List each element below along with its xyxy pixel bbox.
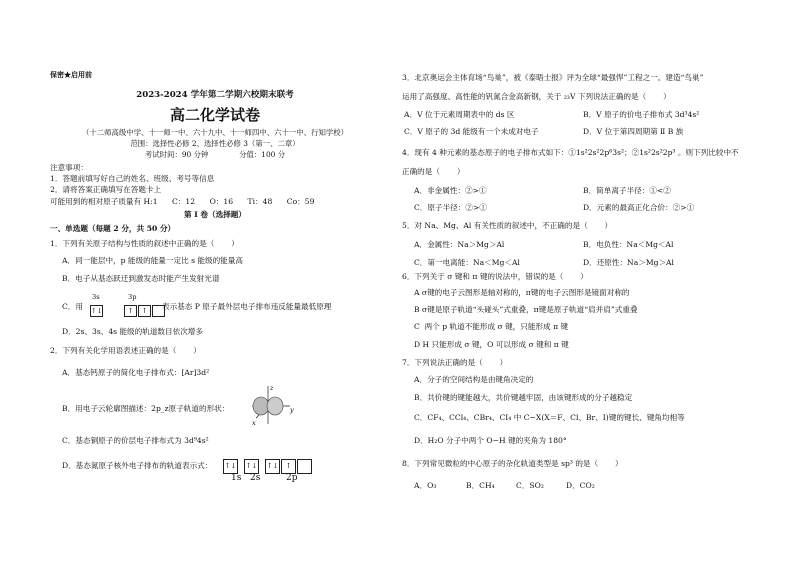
atomic-masses: 可能用到的相对原子质量有 H:1 C：12 O：16 Ti：48 Co：59 (50, 197, 315, 206)
q1-stem: 1．下列有关原子结构与性质的叙述中正确的是（ ） (50, 239, 239, 248)
time-score-line (50, 149, 380, 160)
q3-option-c: C．V 原子的 3d 能级有一个未成对电子 (404, 127, 539, 136)
secret-label: 保密★启用前 (50, 70, 92, 79)
q7-option-d: D．H₂O 分子中两个 O−H 键的夹角为 180° (414, 436, 567, 445)
q7-stem: 7．下列说法正确的是（ ） (402, 358, 508, 367)
part-title: 第 I 卷（选择题） (184, 210, 246, 219)
orbital-label-2p: 2p (286, 473, 298, 483)
note-item: 2．请将答案正确填写在答题卡上 (50, 185, 162, 194)
q3-stem-line2: 运用了高强度、高性能的钒氮合金高新钢，关于 ₂₃V 下列说法正确的是（ ） (402, 92, 671, 101)
orbital-box: ↑ (124, 305, 137, 317)
q5-option-d: D．还原性：Na＞Mg＞Al (583, 258, 674, 267)
orbital-label-2s: 2s (250, 473, 261, 483)
q2-option-b: B．用电子云轮廓图描述：2p_z原子轨道的形状： (62, 404, 230, 413)
q4-option-d: D．元素的最高正化合价：②>① (583, 203, 695, 212)
q8-stem: 8．下列常见微粒的中心原子的杂化轨道类型是 sp³ 的是（ ） (402, 459, 623, 468)
exam-score: 分值：100 分 (239, 150, 286, 159)
orbital-box: ↑↓ (91, 306, 103, 315)
orbital-box (297, 459, 312, 474)
q7-option-a: A．分子的空间结构是由键角决定的 (414, 375, 534, 384)
orbital-3p-label: 3p (128, 293, 137, 301)
q5-stem: 5．对 Na、Mg、Al 有关性质的叙述中，不正确的是（ ） (402, 221, 613, 230)
q4-stem-line1: 4．现有 4 种元素的基态原子的电子排布式如下：①1s²2s²2p⁶3s²；②1s²2s²2p³ 。则下列比较中不 (402, 148, 739, 157)
q3-option-b: B．V 原子的价电子排布式 3d³4s² (583, 110, 700, 119)
note-item: 1．答题前填写好自己的姓名、班级、考号等信息 (50, 174, 215, 183)
page-title: 高二化学试卷 (169, 106, 260, 124)
q7-option-c: C．CF₄、CCl₄、CBr₄、CI₄ 中 C−X(X＝F、Cl、Br、I)键的键长、键角均相等 (414, 413, 685, 422)
q8-option-a: A．O₃ (414, 481, 437, 490)
q1-option-d: D．2s、3s、4s 能级的轨道数目依次增多 (62, 327, 203, 336)
scope-line: 范围：选择性必修 2、选择性必修 3（第一、二章） (130, 139, 300, 148)
q4-option-b: B．简单离子半径：①<② (583, 186, 671, 195)
orbital-box: ↑ (281, 459, 296, 474)
q1-option-c-prefix: C．用 (62, 302, 83, 311)
q2-stem: 2．下列有关化学用语表述正确的是（ ） (50, 346, 201, 355)
year-title: 2023-2024 学年第二学期六校期末联考 (136, 90, 294, 100)
q2-option-d-prefix: D．基态氮原子核外电子排布的轨道表示式： (62, 461, 213, 470)
axis-y-label: y (290, 406, 294, 414)
q6-option-b: B σ键是原子轨道“头碰头”式重叠，π键是原子轨道“肩并肩”式重叠 (414, 305, 638, 314)
axis-z-label: z (270, 384, 274, 392)
q6-option-a: A σ键的电子云图形是轴对称的，π键的电子云图形是镜面对称的 (414, 288, 630, 297)
q3-stem-line1: 3．北京奥运会主体育场“鸟巢”，被《泰晤士报》评为全球“最强悍”工程之一。建造“鸟巢” (402, 73, 704, 82)
orbital-3s-label: 3s (92, 293, 100, 301)
orbital-box: ↑ (138, 305, 151, 317)
q1-orbital-diagram (90, 300, 166, 319)
q7-option-b: B．共价键的键能越大，共价键越牢固，由该键形成的分子越稳定 (414, 393, 633, 402)
q1-option-a: A．同一能层中，p 能级的能量一定比 s 能级的能量高 (62, 256, 243, 265)
q2-option-a: A．基态钙原子的简化电子排布式：[Ar]3d² (62, 368, 210, 377)
q6-stem: 6．下列关于 σ 键和 π 键的说法中，错误的是（ ） (402, 272, 588, 281)
q3-option-d: D．V 位于第四周期第 Ⅱ B 族 (583, 127, 684, 136)
q1-option-b: B．电子从基态跃迁到激发态时能产生发射光谱 (62, 274, 220, 283)
orbital-lobe (267, 397, 283, 415)
q5-option-a: A．金属性：Na＞Mg＞Al (414, 240, 505, 249)
orbital-box: ↑↓ (244, 459, 259, 474)
orbital-label-1s: 1s (231, 473, 242, 483)
orbital-box: ↑↓ (265, 459, 280, 474)
q3-option-a: A．V 位于元素周期表中的 ds 区 (404, 110, 515, 119)
section-title: 一、单选题（每题 2 分，共 50 分） (50, 224, 176, 233)
orbital-lobe (253, 397, 269, 415)
orbital-box: ↑↓ (223, 459, 238, 474)
q8-option-b: B．CH₄ (466, 481, 495, 490)
q4-option-a: A．非金属性：②>① (414, 186, 487, 195)
q5-option-c: C．第一电离能：Na＜Mg＜Al (414, 258, 520, 267)
q2-option-c: C．基态铜原子的价层电子排布式为 3d⁹4s² (62, 436, 209, 445)
exam-time: 考试时间：90 分钟 (144, 150, 209, 159)
q8-option-c: C．SO₂ (516, 481, 544, 490)
q8-option-d: D．CO₂ (566, 481, 595, 490)
notes-title: 注意事项： (50, 163, 88, 172)
q4-stem-line2: 正确的是（ ） (402, 167, 465, 176)
q6-option-d: D H 只能形成 σ 键，O 可以形成 σ 键和 π 键 (414, 340, 569, 349)
p-orbital-diagram (240, 382, 296, 428)
axis-x-label: x (252, 419, 256, 427)
q4-option-c: C．原子半径：②>① (414, 203, 487, 212)
q6-option-c: C 两个 p 轨道不能形成 σ 键，只能形成 π 键 (414, 322, 569, 331)
q1-option-c-suffix: 表示基态 P 原子最外层电子排布违反能量最低原理 (162, 302, 332, 311)
schools-line: （十二师高级中学、十一师一中、六十九中、十一师四中、六十一中、行知学校） (81, 128, 349, 137)
q5-option-b: B．电负性：Na＜Mg＜Al (583, 240, 674, 249)
